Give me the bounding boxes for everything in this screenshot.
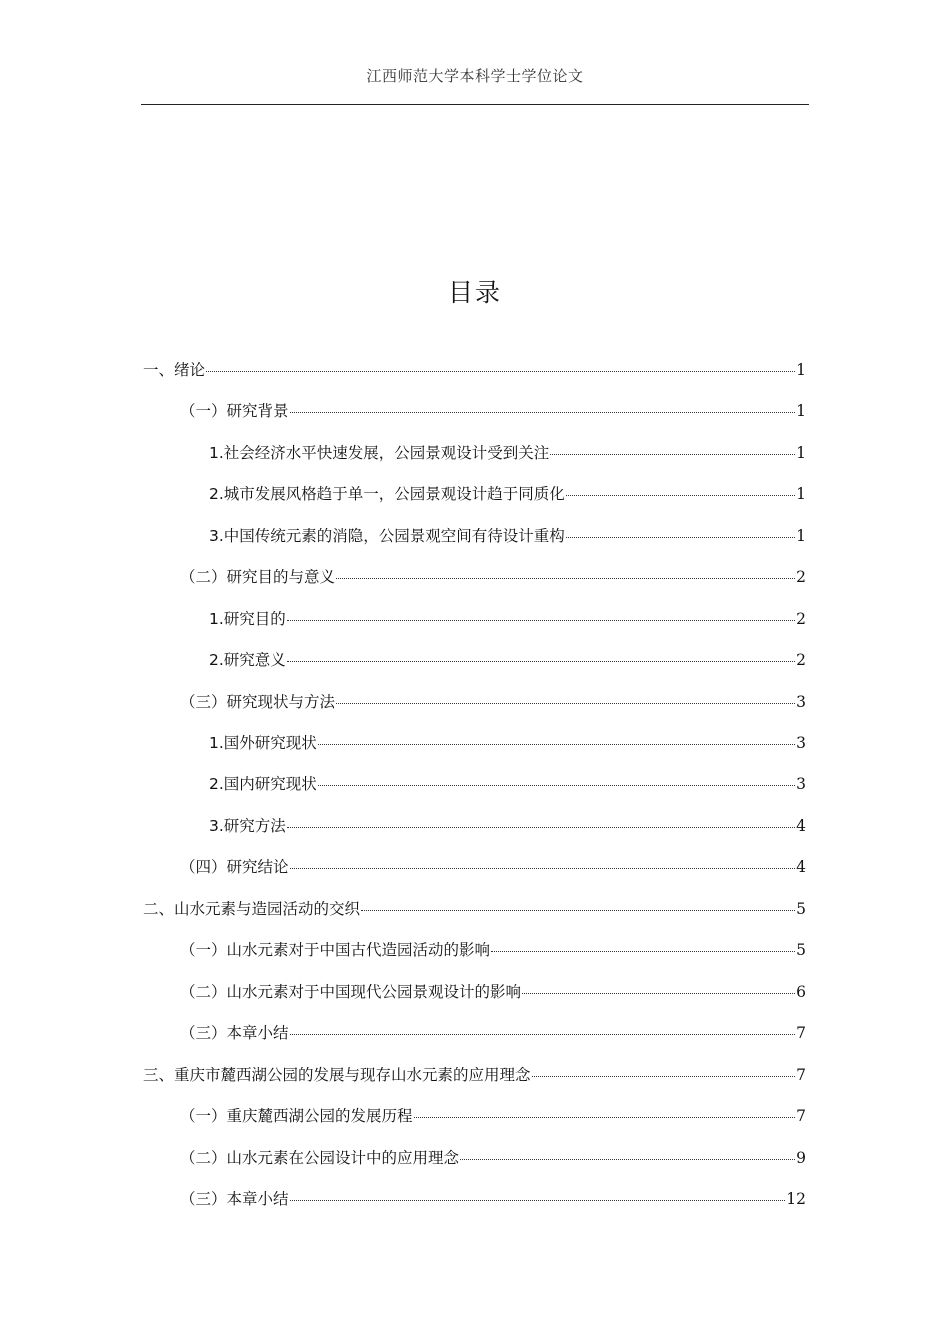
toc-entry-page: 5: [796, 941, 806, 959]
toc-entry[interactable]: [209, 443, 806, 463]
toc-entry-page: 4: [796, 858, 806, 876]
toc-entry-page: 1: [796, 444, 806, 462]
dot-leader: [566, 495, 795, 496]
dot-leader: [206, 371, 795, 372]
toc-entry[interactable]: [209, 816, 806, 836]
header-divider: [141, 104, 809, 105]
toc-entry[interactable]: [180, 401, 806, 421]
toc-entry[interactable]: [143, 899, 806, 919]
toc-entry-page: 3: [796, 693, 806, 711]
toc-entry[interactable]: [143, 1065, 806, 1085]
dot-leader: [287, 620, 795, 621]
toc-entry-page: 12: [786, 1190, 806, 1208]
toc-entry-page: 7: [796, 1024, 806, 1042]
toc-entry-label: 2.研究意义: [209, 651, 286, 669]
toc-title: 目录: [447, 278, 502, 307]
dot-leader: [336, 703, 795, 704]
toc-entry-label: （四）研究结论: [180, 858, 289, 876]
toc-entry-page: 2: [796, 568, 806, 586]
toc-entry[interactable]: [180, 567, 806, 587]
toc-entry-label: 3.研究方法: [209, 817, 286, 835]
toc-entry-page: 5: [796, 900, 806, 918]
toc-entry-label: 三、重庆市麓西湖公园的发展与现存山水元素的应用理念: [143, 1066, 531, 1084]
toc-entry-label: （三）研究现状与方法: [180, 693, 336, 711]
toc-entry-page: 2: [796, 610, 806, 628]
toc-entry-page: 7: [796, 1107, 806, 1125]
toc-entry-label: （三）本章小结: [180, 1190, 289, 1208]
toc-entry-label: （三）本章小结: [180, 1024, 289, 1042]
toc-entry-label: （一）研究背景: [180, 402, 289, 420]
toc-entry[interactable]: [180, 940, 806, 960]
toc-entry[interactable]: [209, 484, 806, 504]
dot-leader: [460, 1159, 795, 1160]
toc-entry-page: 1: [796, 361, 806, 379]
toc-entry-label: 1.社会经济水平快速发展，公园景观设计受到关注: [209, 444, 550, 462]
toc-entry-label: 3.中国传统元素的消隐，公园景观空间有待设计重构: [209, 527, 565, 545]
dot-leader: [522, 993, 795, 994]
dot-leader: [491, 951, 795, 952]
toc-entry[interactable]: [209, 650, 806, 670]
dot-leader: [318, 785, 795, 786]
toc-entry-page: 1: [796, 402, 806, 420]
dot-leader: [290, 868, 796, 869]
toc-entry-label: （一）重庆麓西湖公园的发展历程: [180, 1107, 413, 1125]
toc-entry[interactable]: [209, 609, 806, 629]
toc-entry-page: 1: [796, 485, 806, 503]
toc-entry-label: （一）山水元素对于中国古代造园活动的影响: [180, 941, 491, 959]
toc-entry-page: 1: [796, 527, 806, 545]
dot-leader: [566, 537, 795, 538]
dot-leader: [290, 412, 796, 413]
toc-entry[interactable]: [180, 692, 806, 712]
dot-leader: [336, 578, 795, 579]
dot-leader: [414, 1117, 796, 1118]
toc-entry-label: （二）研究目的与意义: [180, 568, 336, 586]
toc-entry-label: 2.城市发展风格趋于单一，公园景观设计趋于同质化: [209, 485, 565, 503]
toc-entry[interactable]: [180, 1023, 806, 1043]
toc-entry[interactable]: [209, 733, 806, 753]
dot-leader: [290, 1034, 796, 1035]
toc-entry-page: 9: [796, 1149, 806, 1167]
dot-leader: [318, 744, 795, 745]
toc-entry[interactable]: [180, 982, 806, 1002]
dot-leader: [287, 661, 795, 662]
toc-entry-page: 2: [796, 651, 806, 669]
toc-entry-page: 3: [796, 734, 806, 752]
toc-entry-page: 4: [796, 817, 806, 835]
toc-entry-page: 3: [796, 775, 806, 793]
dot-leader: [287, 827, 795, 828]
toc-entry-label: （二）山水元素对于中国现代公园景观设计的影响: [180, 983, 522, 1001]
toc-entry-label: 1.国外研究现状: [209, 734, 317, 752]
toc-entry[interactable]: [180, 1106, 806, 1126]
dot-leader: [290, 1200, 786, 1201]
toc-entry[interactable]: [180, 1148, 806, 1168]
toc-entry-page: 7: [796, 1066, 806, 1084]
toc-entry-label: 二、山水元素与造园活动的交织: [143, 900, 361, 918]
toc-entry-label: 1.研究目的: [209, 610, 286, 628]
toc-entry[interactable]: [180, 1189, 806, 1209]
toc-entry[interactable]: [209, 774, 806, 794]
dot-leader: [361, 910, 795, 911]
toc-entry-label: 2.国内研究现状: [209, 775, 317, 793]
toc-entry[interactable]: [180, 857, 806, 877]
toc-entry-page: 6: [796, 983, 806, 1001]
toc-entry[interactable]: [143, 360, 806, 380]
toc-entry[interactable]: [209, 526, 806, 546]
running-header: 江西师范大学本科学士学位论文: [366, 67, 584, 85]
dot-leader: [550, 454, 795, 455]
toc-entry-label: 一、绪论: [143, 361, 206, 379]
toc-entry-label: （二）山水元素在公园设计中的应用理念: [180, 1149, 460, 1167]
dot-leader: [532, 1076, 796, 1077]
